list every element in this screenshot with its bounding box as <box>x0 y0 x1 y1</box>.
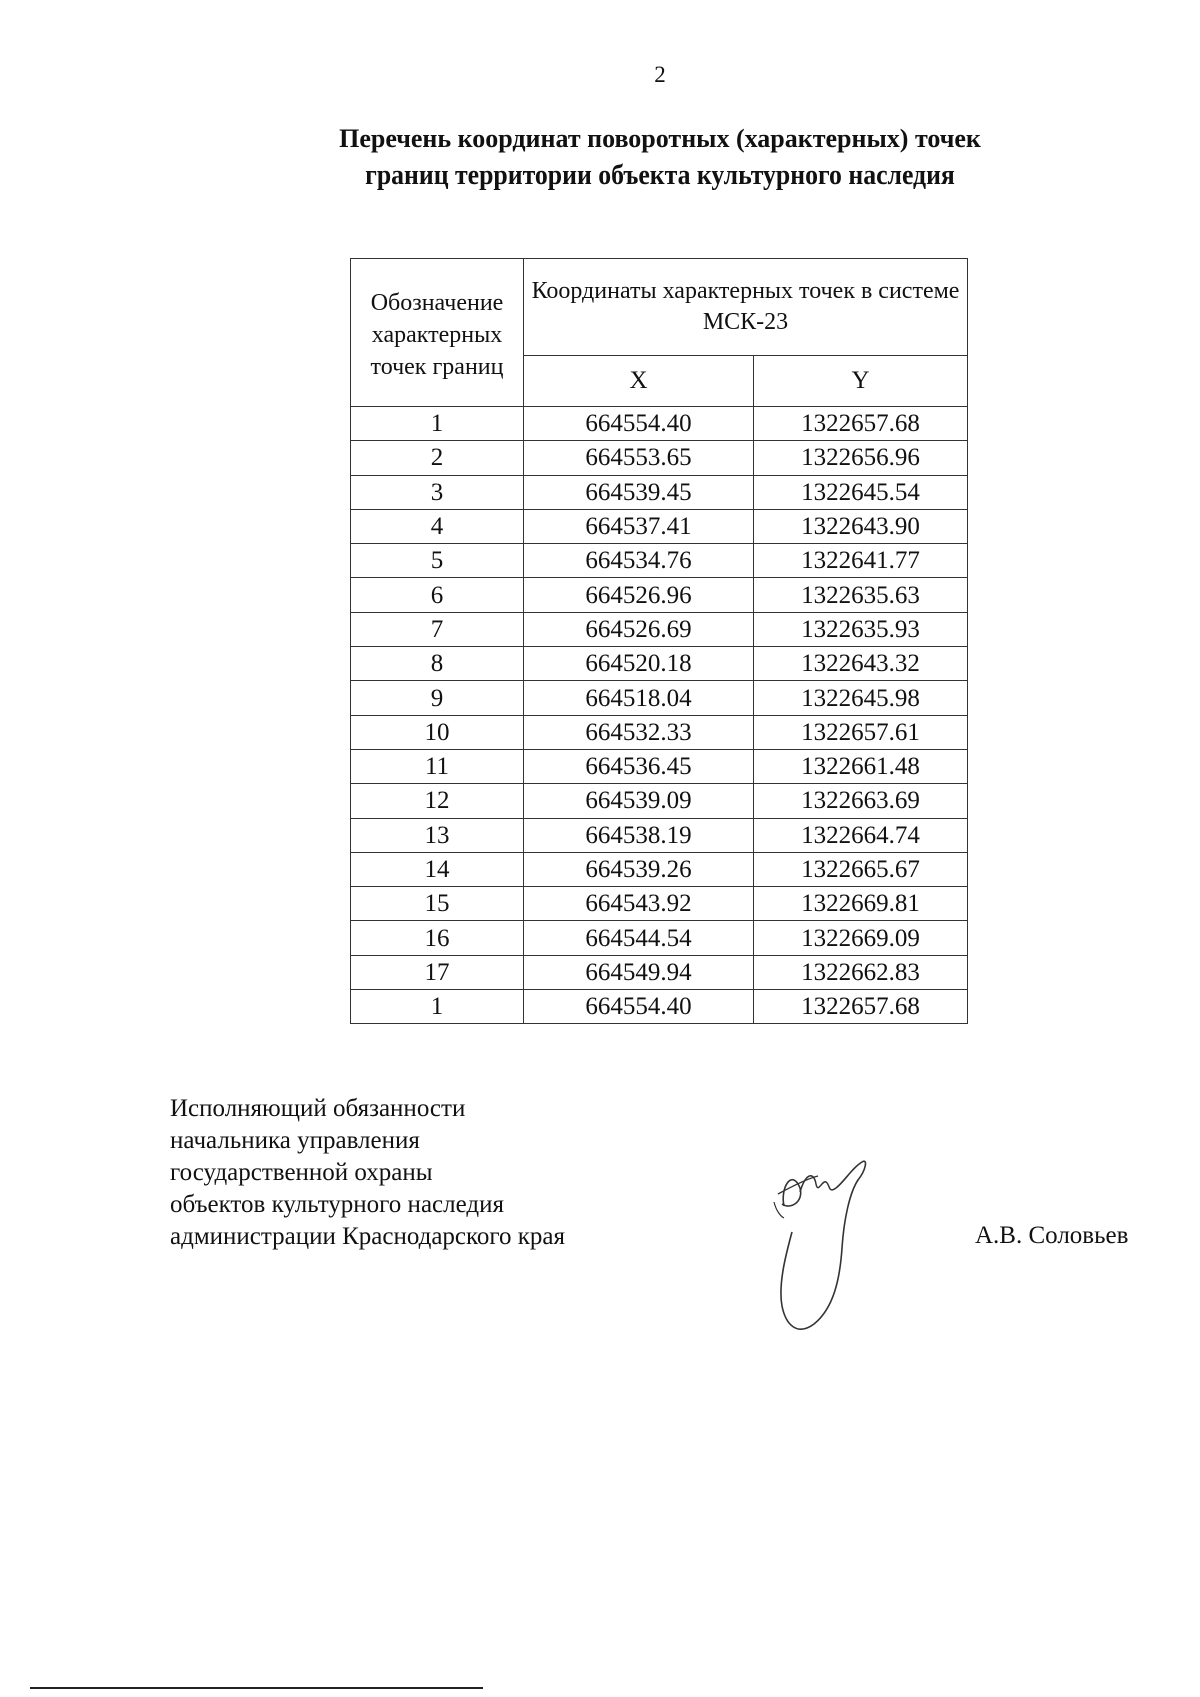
point-number-cell: 12 <box>351 784 524 818</box>
point-number-cell: 13 <box>351 818 524 852</box>
point-number-cell: 4 <box>351 509 524 543</box>
point-number-cell: 3 <box>351 475 524 509</box>
table-row <box>351 955 968 989</box>
x-coordinate-cell: 664537.41 <box>524 509 754 543</box>
point-number-cell: 17 <box>351 955 524 989</box>
x-coordinate-cell: 664534.76 <box>524 544 754 578</box>
table-row <box>351 887 968 921</box>
point-number-cell: 11 <box>351 749 524 783</box>
y-coordinate-cell: 1322643.32 <box>754 647 968 681</box>
point-number-cell: 8 <box>351 647 524 681</box>
y-coordinate-cell: 1322664.74 <box>754 818 968 852</box>
signatory-position-line: начальника управления <box>170 1127 420 1154</box>
y-coordinate-cell: 1322635.93 <box>754 612 968 646</box>
x-coordinate-cell: 664536.45 <box>524 749 754 783</box>
y-coordinate-cell: 1322669.81 <box>754 887 968 921</box>
signatory-position-line: государственной охраны <box>170 1159 433 1186</box>
x-coordinate-cell: 664539.26 <box>524 852 754 886</box>
table-row <box>351 852 968 886</box>
y-coordinate-cell: 1322635.63 <box>754 578 968 612</box>
point-number-cell: 10 <box>351 715 524 749</box>
x-coordinate-cell: 664543.92 <box>524 887 754 921</box>
table-row <box>351 544 968 578</box>
x-coordinate-cell: 664518.04 <box>524 681 754 715</box>
header-point-label: Обозначение характерных точек границ <box>351 259 524 407</box>
header-y: Y <box>754 356 968 407</box>
coordinates-table <box>350 258 968 1024</box>
point-number-cell: 14 <box>351 852 524 886</box>
y-coordinate-cell: 1322657.68 <box>754 407 968 441</box>
point-number-cell: 2 <box>351 441 524 475</box>
table-row <box>351 407 968 441</box>
point-number-cell: 6 <box>351 578 524 612</box>
y-coordinate-cell: 1322661.48 <box>754 749 968 783</box>
x-coordinate-cell: 664538.19 <box>524 818 754 852</box>
x-coordinate-cell: 664554.40 <box>524 990 754 1024</box>
signatory-position-line: объектов культурного наследия <box>170 1191 504 1218</box>
point-number-cell: 1 <box>351 990 524 1024</box>
table-row <box>351 475 968 509</box>
table-row <box>351 509 968 543</box>
header-coordinates-group: Координаты характерных точек в системе МСК-23 <box>524 259 968 356</box>
x-coordinate-cell: 664526.69 <box>524 612 754 646</box>
point-number-cell: 7 <box>351 612 524 646</box>
table-row <box>351 578 968 612</box>
table-row <box>351 990 968 1024</box>
y-coordinate-cell: 1322641.77 <box>754 544 968 578</box>
y-coordinate-cell: 1322657.61 <box>754 715 968 749</box>
y-coordinate-cell: 1322657.68 <box>754 990 968 1024</box>
table-row <box>351 921 968 955</box>
signatory-name: А.В. Соловьев <box>975 1222 1129 1249</box>
table-row <box>351 441 968 475</box>
point-number-cell: 15 <box>351 887 524 921</box>
table-row <box>351 818 968 852</box>
y-coordinate-cell: 1322663.69 <box>754 784 968 818</box>
y-coordinate-cell: 1322662.83 <box>754 955 968 989</box>
page-number: 2 <box>654 62 666 87</box>
point-number-cell: 5 <box>351 544 524 578</box>
document-title-line-2: границ территории объекта культурного наследия <box>365 160 955 191</box>
table-row <box>351 715 968 749</box>
point-number-cell: 16 <box>351 921 524 955</box>
y-coordinate-cell: 1322669.09 <box>754 921 968 955</box>
signatory-position <box>170 1093 565 1253</box>
header-x: X <box>524 356 754 407</box>
table-row <box>351 681 968 715</box>
point-number-cell: 1 <box>351 407 524 441</box>
x-coordinate-cell: 664520.18 <box>524 647 754 681</box>
y-coordinate-cell: 1322665.67 <box>754 852 968 886</box>
x-coordinate-cell: 664549.94 <box>524 955 754 989</box>
y-coordinate-cell: 1322643.90 <box>754 509 968 543</box>
table-row <box>351 784 968 818</box>
x-coordinate-cell: 664544.54 <box>524 921 754 955</box>
x-coordinate-cell: 664539.09 <box>524 784 754 818</box>
point-number-cell: 9 <box>351 681 524 715</box>
x-coordinate-cell: 664532.33 <box>524 715 754 749</box>
x-coordinate-cell: 664539.45 <box>524 475 754 509</box>
y-coordinate-cell: 1322656.96 <box>754 441 968 475</box>
signatory-position-line: администрации Краснодарского края <box>170 1223 566 1250</box>
x-coordinate-cell: 664554.40 <box>524 407 754 441</box>
document-title-line-1: Перечень координат поворотных (характерных) точек <box>339 124 981 153</box>
y-coordinate-cell: 1322645.54 <box>754 475 968 509</box>
table-row <box>351 612 968 646</box>
table-row <box>351 749 968 783</box>
x-coordinate-cell: 664553.65 <box>524 441 754 475</box>
signatory-position-line: Исполняющий обязанности <box>170 1095 466 1122</box>
x-coordinate-cell: 664526.96 <box>524 578 754 612</box>
footer-divider <box>30 1687 483 1689</box>
coordinates-table-body <box>351 407 968 1024</box>
table-row <box>351 647 968 681</box>
y-coordinate-cell: 1322645.98 <box>754 681 968 715</box>
handwritten-signature-icon <box>770 1158 890 1338</box>
